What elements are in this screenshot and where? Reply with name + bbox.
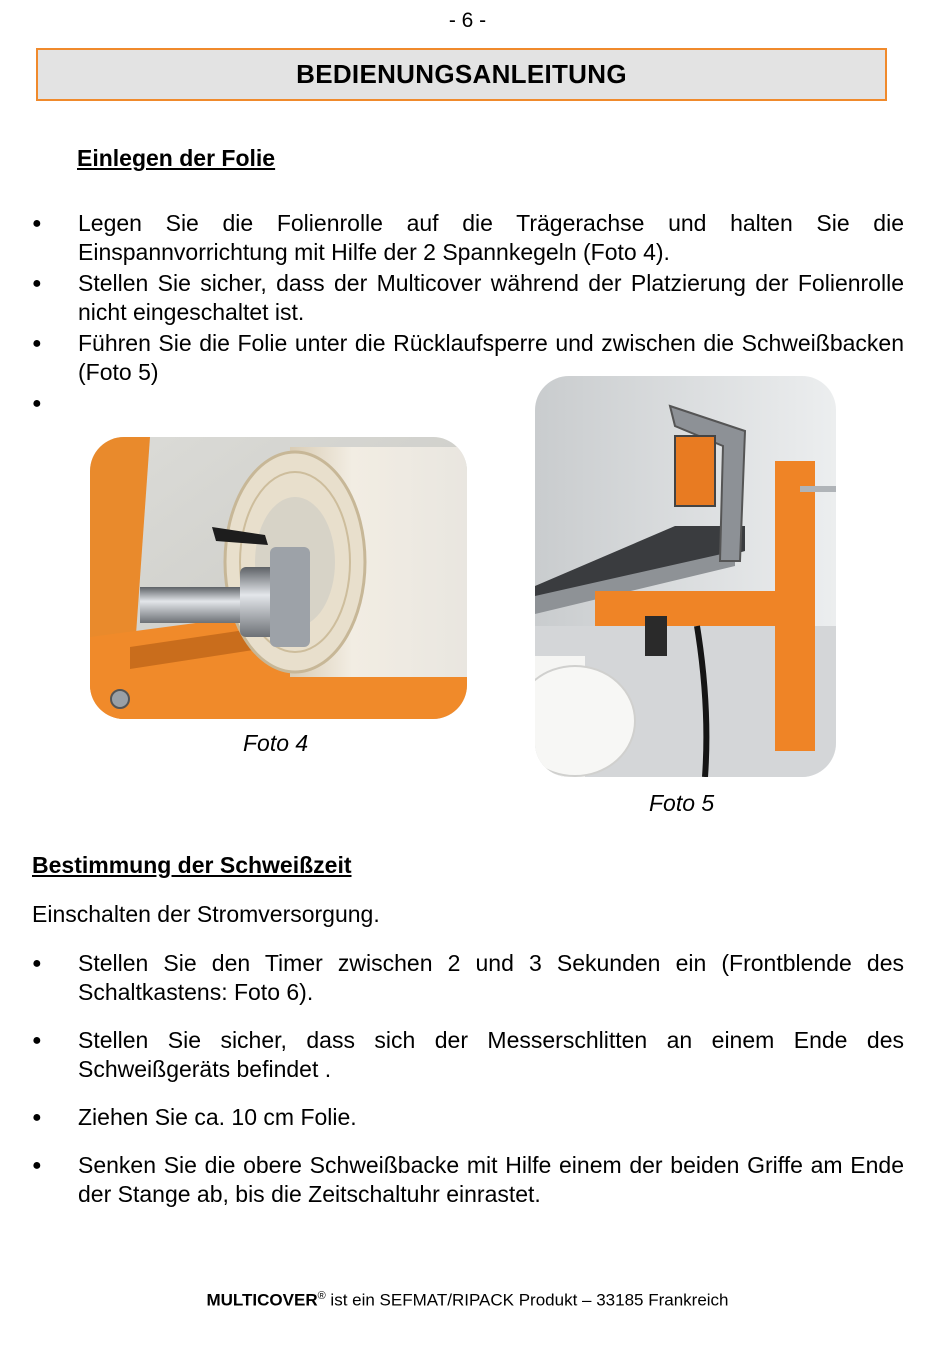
bullet-dot: ● <box>32 275 42 292</box>
list-item-text: Legen Sie die Folienrolle auf die Trägerachse und halten Sie die Einspannvorrichtung mit Hilfe der 2 Spannkegeln (Foto 4). <box>78 210 904 265</box>
list-item <box>0 1151 950 1209</box>
list-item-text: Stellen Sie sicher, dass sich der Messerschlitten an einem Ende des Schweißgeräts befindet . <box>78 1027 904 1082</box>
bullet-list-schweisszeit <box>0 949 950 1209</box>
section-intro: Einschalten der Stromversorgung. <box>32 901 380 927</box>
section-heading-einlegen: Einlegen der Folie <box>77 145 276 171</box>
list-item-text: Stellen Sie den Timer zwischen 2 und 3 Sekunden ein (Frontblende des Schaltkastens: Foto 6). <box>78 950 904 1005</box>
bullet-dot: ● <box>32 1032 42 1049</box>
list-item-text: Ziehen Sie ca. 10 cm Folie. <box>78 1104 357 1130</box>
list-item <box>0 1026 950 1084</box>
bullet-dot: ● <box>32 335 42 352</box>
page-title: BEDIENUNGSANLEITUNG <box>296 59 627 89</box>
list-item-text: Senken Sie die obere Schweißbacke mit Hilfe einem der beiden Griffe am Ende der Stange ab, bis die Zeitschaltuhr einrastet. <box>78 1152 904 1207</box>
registered-mark: ® <box>317 1290 326 1302</box>
section-heading-schweisszeit: Bestimmung der Schweißzeit <box>32 852 352 878</box>
bullet-dot: ● <box>32 215 42 232</box>
bullet-dot: ● <box>32 395 42 412</box>
photo-5-welding-jaws <box>535 376 836 777</box>
photo-4-caption: Foto 4 <box>243 730 309 756</box>
list-item <box>0 269 950 327</box>
footer-brand: MULTICOVER <box>206 1290 318 1310</box>
footer-text: ist ein SEFMAT/RIPACK Produkt – 33185 Frankreich <box>325 1290 729 1310</box>
bullet-dot: ● <box>32 1109 42 1126</box>
page-footer <box>0 1290 935 1311</box>
photo-5-caption: Foto 5 <box>649 790 715 816</box>
page-number: - 6 - <box>448 9 487 32</box>
photo-4-film-roll <box>90 437 467 719</box>
list-item <box>0 1103 950 1132</box>
list-item <box>0 949 950 1007</box>
bullet-dot: ● <box>32 955 42 972</box>
list-item-text: Führen Sie die Folie unter die Rücklaufsperre und zwischen die Schweißbacken (Foto 5) <box>78 330 904 385</box>
page-title-box <box>36 48 887 101</box>
list-item-text: Stellen Sie sicher, dass der Multicover während der Platzierung der Folienrolle nicht eingeschaltet ist. <box>78 270 904 325</box>
list-item <box>0 209 950 267</box>
bullet-dot: ● <box>32 1157 42 1174</box>
